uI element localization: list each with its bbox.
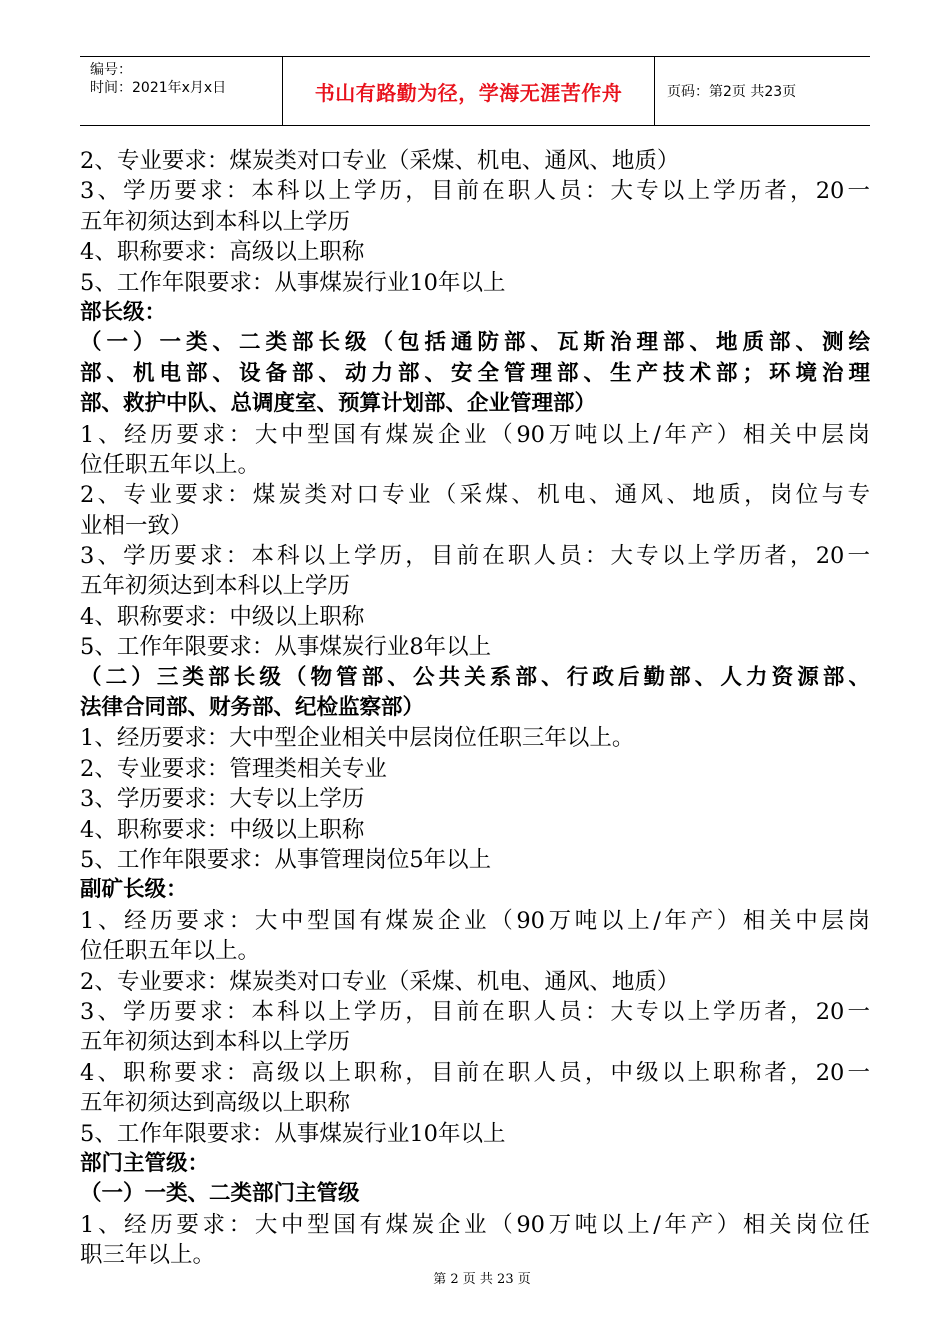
body-text-line: 4、职称要求：高级以上职称 [80,239,365,266]
body-text-line: 业相一致） [80,512,193,539]
body-text-line: 4、职称要求：高级以上职称，目前在职人员，中级以上职称者，20一 [80,1059,870,1086]
body-text-line: 4、职称要求：中级以上职称 [80,603,365,630]
body-text-line: 五年初须达到高级以上职称 [80,1090,351,1117]
body-text-line: 2、专业要求：煤炭类对口专业（采煤、机电、通风、地质） [80,968,680,995]
section-heading-line: （一）一类、二类部门主管级 [80,1181,360,1207]
body-text-line: 3、学历要求：本科以上学历，目前在职人员：大专以上学历者，20一 [80,543,870,570]
body-text-line: 5、工作年限要求：从事煤炭行业10年以上 [80,1120,506,1147]
header-motto: 书山有路勤为径，学海无涯苦作舟 [283,57,655,125]
body-text-line: 2、专业要求：煤炭类对口专业（采煤、机电、通风、地质） [80,148,680,174]
body-text-line: 位任职五年以上。 [80,938,261,965]
section-heading-line: （二）三类部长级（物管部、公共关系部、行政后勤部、人力资源部、 [80,664,870,690]
body-text-line: 五年初须达到本科以上学历 [80,208,351,235]
body-text-line: 3、学历要求：本科以上学历，目前在职人员：大专以上学历者，20一 [80,178,870,205]
body-text-line: 五年初须达到本科以上学历 [80,573,351,600]
body-text-line: 2、专业要求：煤炭类对口专业（采煤、机电、通风、地质，岗位与专 [80,482,870,509]
document-number-label: 编号： [90,62,132,78]
body-text-line: 五年初须达到本科以上学历 [80,1029,351,1056]
section-heading-line: 部、机电部、设备部、动力部、安全管理部、生产技术部；环境治理 [80,360,870,386]
body-text-line: 3、学历要求：本科以上学历，目前在职人员：大专以上学历者，20一 [80,998,870,1025]
body-text-line: 5、工作年限要求：从事管理岗位5年以上 [80,846,492,873]
header-meta [80,57,283,125]
document-time-label: 时间：2021年x月x日 [90,80,227,96]
body-text-line: 2、专业要求：管理类相关专业 [80,755,387,782]
body-text-line: 3、学历要求：大专以上学历 [80,786,365,813]
body-text-line: 5、工作年限要求：从事煤炭行业10年以上 [80,269,506,296]
body-text-line: 5、工作年限要求：从事煤炭行业8年以上 [80,634,492,661]
section-heading-line: 部、救护中队、总调度室、预算计划部、企业管理部） [80,391,597,417]
body-text-line: 1、经历要求：大中型国有煤炭企业（90万吨以上/年产）相关中层岗 [80,421,870,448]
body-text-line: 1、经历要求：大中型国有煤炭企业（90万吨以上/年产）相关中层岗 [80,907,870,934]
section-heading-line: 副矿长级： [80,877,188,903]
body-text-line: 职三年以上。 [80,1242,216,1269]
page-header [80,56,870,126]
section-heading-line: 部门主管级： [80,1150,210,1176]
body-text-line: 1、经历要求：大中型国有煤炭企业（90万吨以上/年产）相关岗位任 [80,1211,870,1238]
header-page-code: 页码：第2页 共23页 [667,84,797,100]
body-text-line: 位任职五年以上。 [80,451,261,478]
section-heading-line: 部长级： [80,299,167,325]
body-text-line: 1、经历要求：大中型企业相关中层岗位任职三年以上。 [80,725,635,752]
section-heading-line: 法律合同部、财务部、纪检监察部） [80,695,425,721]
page-footer: 第 2 页 共 23 页 [433,1272,531,1287]
body-text-line: 4、职称要求：中级以上职称 [80,816,365,843]
section-heading-line: （一）一类、二类部长级（包括通防部、瓦斯治理部、地质部、测绘 [80,330,870,356]
document-body [80,146,870,1270]
